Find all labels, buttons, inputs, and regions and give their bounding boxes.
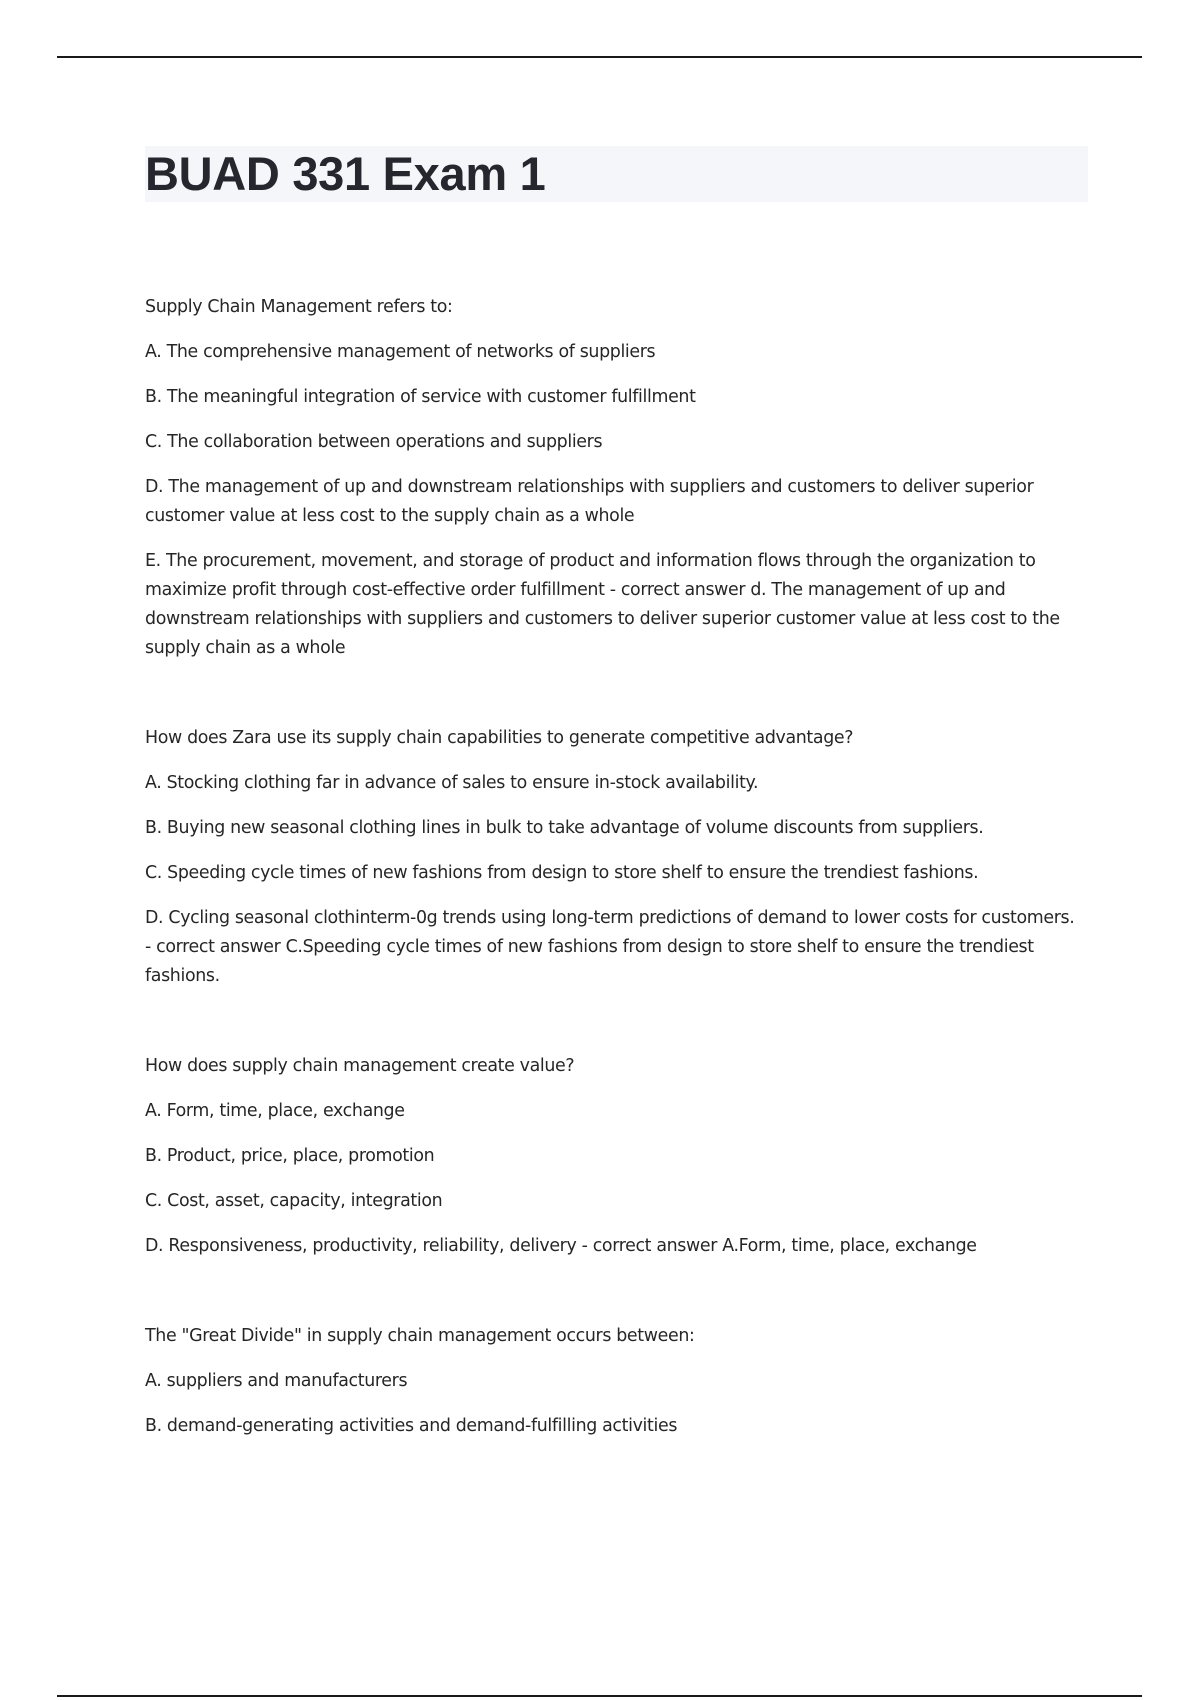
top-divider: [57, 56, 1142, 58]
answer-option: A. Stocking clothing far in advance of sales to ensure in-stock availability.: [145, 773, 759, 793]
answer-option: B. Product, price, place, promotion: [145, 1146, 435, 1166]
document-body: [145, 293, 1085, 1502]
question-2: [145, 724, 1085, 991]
answer-option: A. suppliers and manufacturers: [145, 1371, 408, 1391]
question-3: [145, 1052, 1085, 1261]
question-prompt: How does supply chain management create value?: [145, 1056, 575, 1076]
answer-option: C. Cost, asset, capacity, integration: [145, 1191, 443, 1211]
answer-option: A. Form, time, place, exchange: [145, 1101, 405, 1121]
answer-option: C. Speeding cycle times of new fashions from design to store shelf to ensure the trendiest fashions.: [145, 863, 979, 883]
question-prompt: Supply Chain Management refers to:: [145, 297, 453, 317]
answer-option: B. Buying new seasonal clothing lines in bulk to take advantage of volume discounts from suppliers.: [145, 818, 984, 838]
answer-option: D. The management of up and downstream relationships with suppliers and customers to deliver superior customer value at less cost to the supply chain as a whole: [145, 477, 1034, 526]
answer-option: B. demand-generating activities and demand-fulfilling activities: [145, 1416, 678, 1436]
answer-option-with-correct-answer: D. Cycling seasonal clothinterm-0g trends using long-term predictions of demand to lower costs for customers. - correct answer C.Speeding cycle times of new fashions from design to store shelf to ensure the trendiest fashions.: [145, 908, 1075, 986]
document-title: BUAD 331 Exam 1: [145, 147, 546, 200]
question-prompt: The "Great Divide" in supply chain management occurs between:: [145, 1326, 695, 1346]
answer-option: A. The comprehensive management of networks of suppliers: [145, 342, 656, 362]
answer-option-with-correct-answer: D. Responsiveness, productivity, reliability, delivery - correct answer A.Form, time, place, exchange: [145, 1236, 977, 1256]
bottom-divider: [57, 1695, 1142, 1697]
question-prompt: How does Zara use its supply chain capabilities to generate competitive advantage?: [145, 728, 854, 748]
question-1: [145, 293, 1085, 663]
answer-option-with-correct-answer: E. The procurement, movement, and storage of product and information flows through the organization to maximize profit through cost-effective order fulfillment - correct answer d. The management of up and downstream relationships with suppliers and customers to deliver superior customer value at less cost to the supply chain as a whole: [145, 551, 1060, 658]
title-banner: [145, 146, 1088, 202]
question-4: [145, 1322, 1085, 1441]
answer-option: C. The collaboration between operations and suppliers: [145, 432, 603, 452]
answer-option: B. The meaningful integration of service with customer fulfillment: [145, 387, 696, 407]
